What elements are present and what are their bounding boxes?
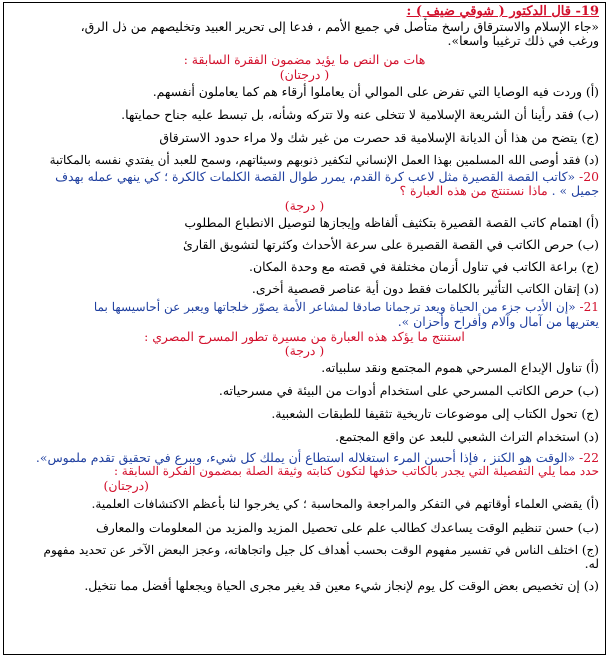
question-21-marks: ( درجة) (284, 342, 325, 358)
question-22-option-a[interactable]: (أ) يقضي العلماء أوقاتهم في التفكر والمراجعة والمحاسبة ؛ كي يخرجوا لنا بأعظم الاكتشافات العلمية. (91, 497, 599, 512)
question-20 (10, 170, 599, 295)
question-19-option-a[interactable]: (أ) وردت فيه الوصايا التي تفرض على الموالي أن يعاملوا أرقاء هم كما يعاملون أنفسهم. (152, 84, 599, 99)
question-22-number: 22- (579, 449, 599, 465)
question-19-option-b[interactable]: (ب) فقد رأينا أن الشريعة الإسلامية لا تتخلى عنه ولا تتركه وشأنه، بل تبسط عليه جناح حمايتها. (121, 106, 599, 122)
question-22-quote-text: «الوقت هو الكنز ، فإذا أحسن المرء استغلاله استطاع أن يملك كل شيء، ويبرع في تحقيق تقدم ملموس». (35, 449, 576, 465)
question-22-option-c[interactable]: (ج) اختلف الناس في تفسير مفهوم الوقت بحسب أهداف كل جيل واتجاهاته، وعجز البعض الآخر عن تحديد مفهوم (43, 542, 599, 557)
question-19-marks: ( درجتان) (279, 66, 330, 82)
question-19-prompt: هات من النص ما يؤيد مضمون الفقرة السابقة : (183, 52, 426, 68)
question-20-option-b[interactable]: (ب) حرص الكاتب في القصة القصيرة على سرعة الأحداث وكثرتها لتشويق القارئ (183, 236, 599, 252)
question-20-option-c[interactable]: (ج) براعة الكاتب في تناول أزمان مختلفة في قصته مع وحدة المكان. (249, 258, 599, 274)
question-21-option-a[interactable]: (أ) تناول الإبداع المسرحي هموم المجتمع ونقد سلبياته. (321, 360, 599, 376)
question-22-quote-line-1 (10, 451, 599, 465)
exam-page (3, 2, 606, 655)
question-20-quote-line-1 (10, 170, 599, 184)
question-22-marks: (درجتان) (103, 477, 149, 493)
question-19-heading: 19- قال الدكتور ( شوقي ضيف ) : (406, 4, 599, 19)
question-22 (10, 451, 599, 593)
question-19 (10, 5, 599, 167)
question-21-quote-text: «إن الأدب جزء من الحياة ويعد ترجمانا صادقا لمشاعر الأمة يصوّر خلجاتها ويعبر عن أحاسيسها بما (93, 300, 576, 315)
question-22-prompt: حدد مما يلي التفصيلة التي يجدر بالكاتب حذفها لتكون كتابته وثيقة الصلة بمضمون الفكرة السابقة : (113, 464, 599, 478)
question-21-quote-line-1 (10, 301, 599, 315)
question-19-quote-line-1: «جاء الإسلام والاسترقاق راسخ متأصل في جميع الأمم ، فدعا إلى تحرير العبيد وتخليصهم من ذل الرق، (80, 18, 599, 34)
question-21-number: 21- (579, 300, 599, 315)
question-19-option-d[interactable]: (د) فقد أوصى الله المسلمين بهذا العمل الإنساني لتكفير ذنوبهم وسيئاتهم، وسمح للعبد أن يفتدي نفسه بالمكاتبة (49, 152, 599, 167)
question-21-option-d[interactable]: (د) استخدام التراث الشعبي للبعد عن واقع المجتمع. (335, 428, 599, 444)
question-19-option-c[interactable]: (ج) يتضح من هذا أن الديانة الإسلامية قد حصرت من غير شك ولا مراء حدود الاسترقاق (159, 129, 599, 145)
question-19-quote-line-2: ورغب في ذلك ترغيبا واسعا». (447, 33, 599, 49)
question-21-option-b[interactable]: (ب) حرص الكاتب المسرحي على استخدام أدوات من البيئة في مسرحياته. (218, 383, 599, 399)
question-20-quote-text: «كاتب القصة القصيرة مثل لاعب كرة القدم، يمرر طوال القصة الكلمات كالكرة ؛ كي ينهي عمله بهدف (55, 169, 576, 185)
question-22-option-d[interactable]: (د) إن تخصيص بعض الوقت كل يوم لإنجاز شيء معين قد يغير مجرى الحياة ويجعلها أفضل مما نتخيل. (84, 577, 599, 593)
question-20-quote-end: جميل » . (551, 183, 599, 199)
question-22-option-b[interactable]: (ب) حسن تنظيم الوقت يساعدك كطالب علم على تحصيل المزيد والمزيد من المعلومات والمعارف (95, 519, 599, 535)
question-21-option-c[interactable]: (ج) تحول الكتاب إلى موضوعات تاريخية تثقيفا للطبقات الشعبية. (271, 405, 599, 421)
question-21-prompt: استنتج ما يؤكد هذه العبارة من مسيرة تطور المسرح المصري : (144, 328, 465, 344)
question-20-marks: ( درجة) (284, 197, 325, 213)
question-20-option-d[interactable]: (د) إتقان الكاتب التأثير بالكلمات فقط دون أية عناصر قصصية أخرى. (251, 280, 599, 296)
question-20-number: 20- (579, 169, 599, 185)
question-20-quote-line-2 (10, 184, 599, 198)
question-20-option-a[interactable]: (أ) اهتمام كاتب القصة القصيرة بتكثيف ألفاظه وإيجازها لتوصيل الانطباع المطلوب (184, 214, 599, 230)
question-21-quote-line-2: يعتريها من آمال وآلام وأفراح وأحزان ». (397, 314, 599, 330)
question-21 (10, 301, 599, 443)
question-20-prompt: ماذا نستنتج من هذه العبارة ؟ (399, 183, 548, 199)
question-22-option-c-continued: له. (584, 556, 599, 572)
